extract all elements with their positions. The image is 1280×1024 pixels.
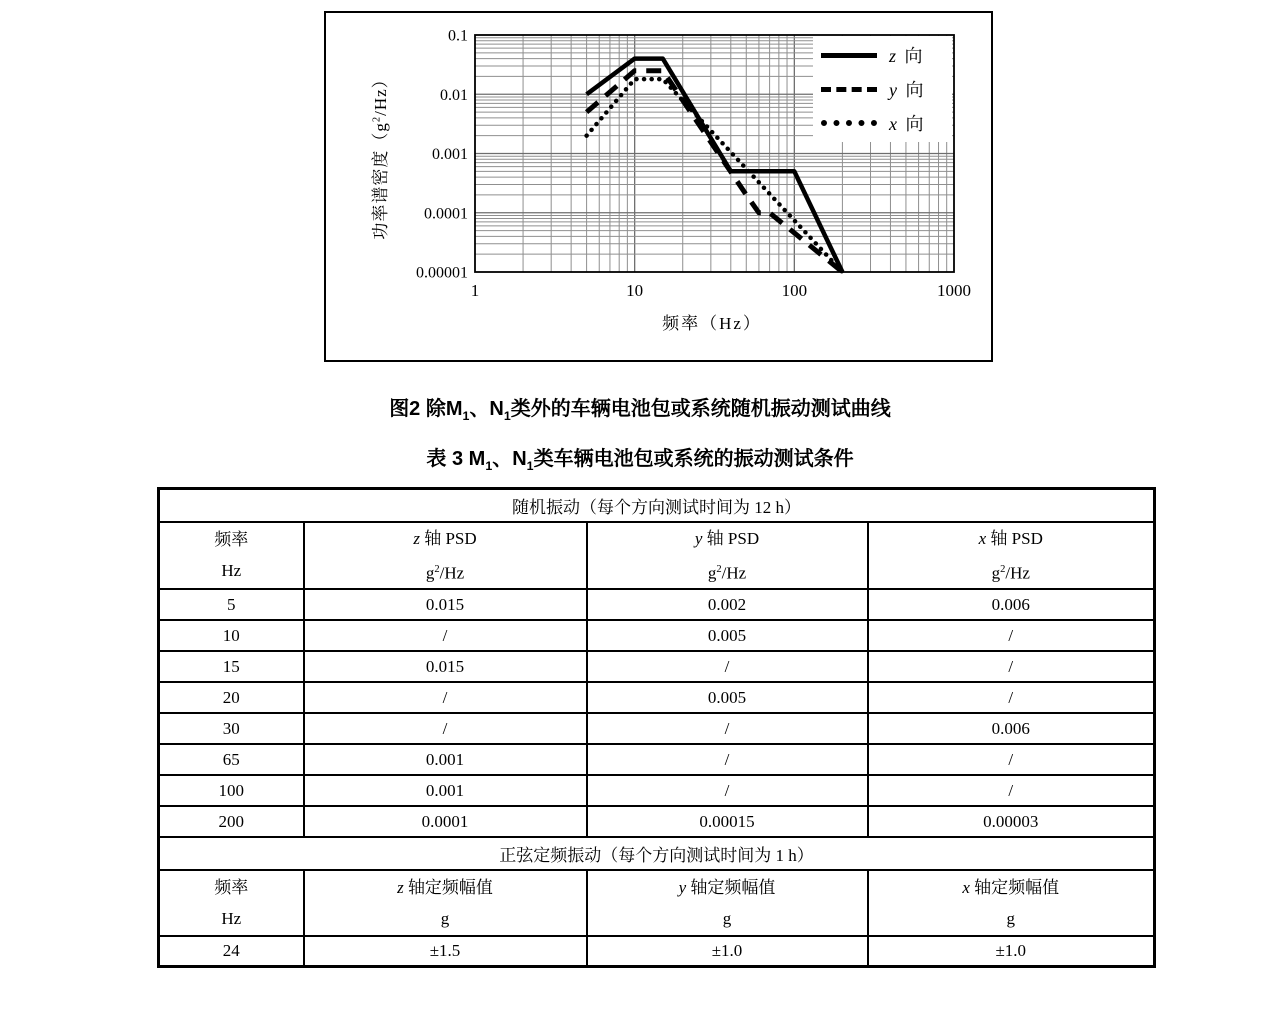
header-unit: g [722,909,732,929]
header-label: x 轴定频幅值 [962,878,1060,898]
figure-2-frame [324,11,993,362]
table-cell: ±1.5 [304,936,587,966]
table-cell: 0.0001 [304,806,587,837]
table-cell: 0.005 [587,620,868,651]
y-tick-label: 0.0001 [424,205,468,223]
table-cell: 200 [159,806,304,837]
table-cell: 0.005 [587,682,868,713]
table-row [159,589,1155,620]
table-cell: 15 [159,651,304,682]
table-cell: / [304,620,587,651]
header-label: x 轴 PSD [978,528,1043,548]
random-section-header-cell: 随机振动（每个方向测试时间为 12 h） [159,489,1155,522]
header-label: y 轴 PSD [694,528,760,548]
y-tick-label: 0.001 [432,146,468,163]
header-unit: $g^2/Hz$ [991,563,1030,583]
vibration-table [157,487,1156,968]
table-cell: 20 [159,682,304,713]
column-header-cell [159,522,304,590]
header-label: y 轴定频幅值 [678,878,776,898]
legend-row-x [821,108,952,138]
table-row [159,682,1155,713]
header-label: 频率 [214,530,249,550]
table-row [159,806,1155,837]
table-cell: 0.006 [868,589,1155,620]
table-cell: 0.002 [587,589,868,620]
table-cell: / [868,775,1155,806]
table-cell: / [304,682,587,713]
table-cell: 0.006 [868,713,1155,744]
table-cell: 24 [159,936,304,966]
dotted-line-sample [821,120,877,126]
solid-line-sample [821,53,877,58]
sine-header-row [159,870,1155,936]
table-row [159,713,1155,744]
column-header-cell [587,870,868,936]
table-row [159,775,1155,806]
table-row [159,936,1155,966]
y-tick-label: 0.1 [448,27,468,45]
column-header-cell [868,522,1155,590]
y-tick-label: 0.01 [440,86,468,104]
header-unit: g [440,909,450,929]
legend-row-y [821,74,952,104]
x-tick-label: 1 [470,281,480,300]
table-cell: / [868,744,1155,775]
table-cell: / [587,651,868,682]
table-cell: / [868,651,1155,682]
random-section-header [159,489,1155,522]
x-tick-label: 10 [626,281,644,300]
table-cell: / [304,713,587,744]
table-cell: / [587,775,868,806]
table-cell: / [868,682,1155,713]
y-axis-title: 功率谱密度$(g^2/Hz)$ [371,70,390,240]
table-cell: ±1.0 [868,936,1155,966]
table-row [159,744,1155,775]
x-axis-title: 频率（Hz） [662,314,762,333]
legend-label: y 向 [889,80,924,100]
table-cell: 100 [159,775,304,806]
table-cell: 0.001 [304,775,587,806]
table-row [159,651,1155,682]
legend-label: z 向 [889,46,923,66]
column-header-cell [159,870,304,936]
y-tick-label: 0.00001 [416,264,468,282]
table-cell: 65 [159,744,304,775]
table-cell: 5 [159,589,304,620]
chart-legend [813,36,952,142]
table-cell: 0.015 [304,651,587,682]
column-header-cell [587,522,868,590]
random-header-row [159,522,1155,590]
sine-section-header [159,837,1155,870]
table-row [159,620,1155,651]
vibration-table-body [159,489,1155,967]
series-x-line [587,79,843,272]
column-header-cell [304,870,587,936]
x-tick-label: 1000 [937,281,971,300]
header-unit: g [1006,909,1015,929]
header-label: 频率 [214,878,249,898]
column-header-cell [868,870,1155,936]
legend-row-z [821,40,952,70]
header-unit: $g^2/Hz$ [707,563,747,583]
table-cell: / [587,744,868,775]
header-label: z 轴定频幅值 [397,878,493,898]
column-header-cell [304,522,587,590]
table-cell: 10 [159,620,304,651]
figure-caption: 图2 除$M_1$、$N_1$类外的车辆电池包或系统随机振动测试曲线 [389,398,891,423]
legend-label: x 向 [889,114,924,134]
header-label: z 轴 PSD [413,528,477,548]
table-cell: ±1.0 [587,936,868,966]
header-unit: Hz [221,909,242,929]
table-cell: 0.00003 [868,806,1155,837]
table-title: 表 3 $M_1$、$N_1$类车辆电池包或系统的振动测试条件 [426,448,854,473]
table-cell: 30 [159,713,304,744]
header-unit: $g^2/Hz$ [425,563,465,583]
table-cell: 0.015 [304,589,587,620]
table-cell: 0.00015 [587,806,868,837]
x-tick-label: 100 [781,281,808,300]
table-cell: / [587,713,868,744]
table-cell: / [868,620,1155,651]
dashed-line-sample [821,87,877,92]
header-unit: Hz [221,561,242,581]
sine-section-header-cell: 正弦定频振动（每个方向测试时间为 1 h） [159,837,1155,870]
table-cell: 0.001 [304,744,587,775]
